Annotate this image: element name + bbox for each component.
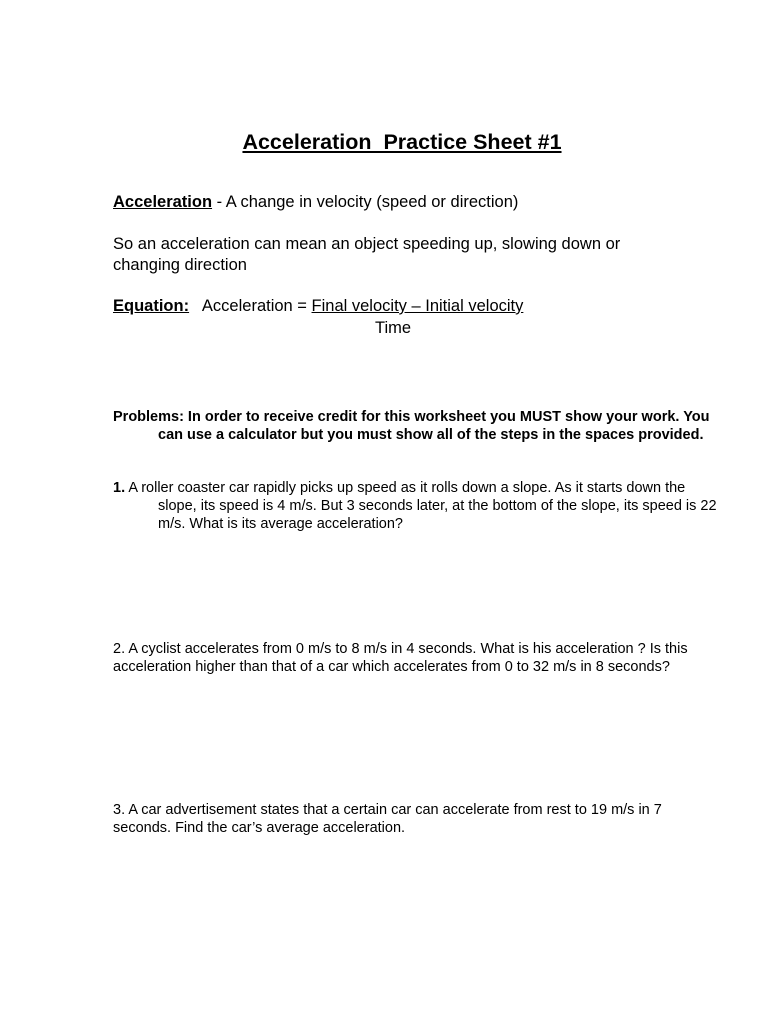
page-title: Acceleration Practice Sheet #1	[242, 130, 562, 154]
question-2-line-2: acceleration higher than that of a car which accelerates from 0 to 32 m/s in 8 seconds?	[113, 659, 670, 675]
question-1	[113, 479, 723, 533]
definition-term: Acceleration	[113, 193, 213, 211]
question-1-text: A roller coaster car rapidly picks up speed as it rolls down a slope. As it starts down the slope, its speed is 4 m/s. But 3 seconds later, at the bottom of the slope, its speed is 22 m/s. What is its average acceleration?	[125, 480, 717, 532]
question-3: 3. A car advertisement states that a certain car can accelerate from rest to 19 m/s in 7 seconds. Find the car’s average acceleration.	[113, 802, 662, 836]
acceleration-explanation: So an acceleration can mean an object speeding up, slowing down or changing direction	[113, 235, 621, 274]
question-1-number: 1.	[113, 480, 126, 496]
question-2-line-1: 2. A cyclist accelerates from 0 m/s to 8 m/s in 4 seconds. What is his acceleration ? Is this	[113, 641, 688, 657]
equation-denominator: Time	[375, 319, 412, 337]
equation-label: Equation:	[113, 297, 190, 315]
acceleration-definition	[113, 192, 713, 213]
equation-line	[113, 296, 713, 317]
question-2	[113, 640, 713, 676]
definition-text: - A change in velocity (speed or direction)	[212, 193, 519, 211]
problems-instructions: Problems: In order to receive credit for this worksheet you MUST show your work. You can use a calculator but you must show all of the steps in the spaces provided.	[113, 409, 710, 443]
equation-lhs: Acceleration =	[189, 297, 312, 315]
equation-numerator: Final velocity – Initial velocity	[311, 297, 524, 315]
